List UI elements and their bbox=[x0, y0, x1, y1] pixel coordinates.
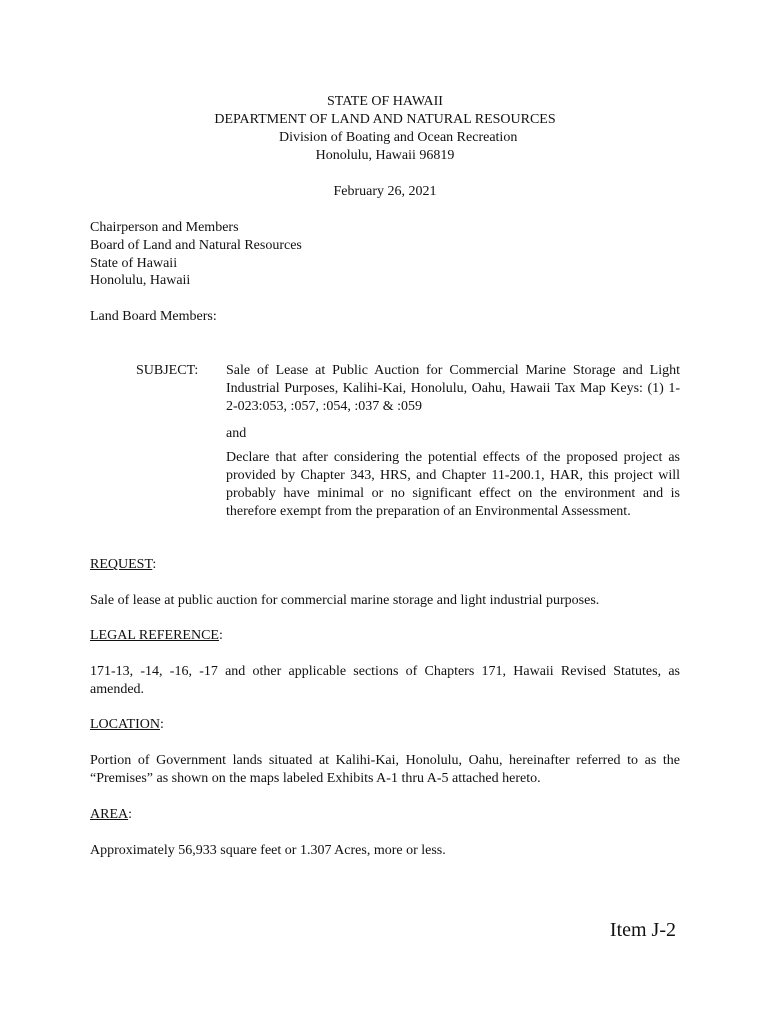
item-label: Item J-2 bbox=[609, 919, 676, 941]
legal-body: 171-13, -14, -16, -17 and other applicable sections of Chapters 171, Hawaii Revised Statutes, as amended. bbox=[90, 664, 680, 697]
location-body: Portion of Government lands situated at Kalihi-Kai, Honolulu, Oahu, hereinafter referred to as the “Premises” as shown on the maps labeled Exhibits A-1 thru A-5 attached hereto. bbox=[90, 753, 680, 786]
header-division: Division of Boating and Ocean Recreation bbox=[279, 130, 518, 145]
legal-heading-row bbox=[90, 627, 223, 645]
area-heading: AREA bbox=[90, 807, 129, 822]
area-heading-row bbox=[90, 806, 132, 824]
request-heading-row bbox=[90, 556, 156, 574]
header-department: DEPARTMENT OF LAND AND NATURAL RESOURCES bbox=[214, 112, 556, 127]
subject-declaration: Declare that after considering the potential effects of the proposed project as provided by Chapter 343, HRS, and Chapter 11-200.1, HAR, this project will probably have minimal or no significant effect on the environment and is therefore exempt from the preparation of an Environmental Assessment. bbox=[226, 450, 680, 519]
addressee-line-3: State of Hawaii bbox=[90, 256, 178, 271]
addressee-line-4: Honolulu, Hawaii bbox=[90, 273, 191, 288]
area-colon: : bbox=[128, 807, 133, 822]
subject-text: Sale of Lease at Public Auction for Commercial Marine Storage and Light Industrial Purposes, Kalihi-Kai, Honolulu, Oahu, Hawaii Tax Map Keys: (1) 1-2-023:053, :057, :054, :037 & :059 bbox=[226, 363, 680, 414]
legal-heading: LEGAL REFERENCE bbox=[90, 628, 219, 643]
location-colon: : bbox=[160, 717, 164, 732]
addressee-line-1: Chairperson and Members bbox=[90, 220, 239, 235]
legal-colon: : bbox=[218, 628, 223, 643]
salutation: Land Board Members: bbox=[90, 309, 217, 324]
document-date: February 26, 2021 bbox=[333, 184, 437, 199]
area-body: Approximately 56,933 square feet or 1.307 Acres, more or less. bbox=[90, 843, 446, 858]
location-heading-row bbox=[90, 716, 164, 734]
subject-and: and bbox=[226, 426, 247, 441]
header-city: Honolulu, Hawaii 96819 bbox=[315, 148, 455, 163]
request-heading: REQUEST bbox=[90, 557, 153, 572]
header-state: STATE OF HAWAII bbox=[327, 94, 443, 109]
location-heading: LOCATION bbox=[90, 717, 160, 732]
request-colon: : bbox=[152, 557, 157, 572]
subject-label: SUBJECT: bbox=[136, 363, 199, 378]
request-body: Sale of lease at public auction for commercial marine storage and light industrial purposes. bbox=[90, 593, 600, 608]
addressee-line-2: Board of Land and Natural Resources bbox=[90, 238, 302, 253]
